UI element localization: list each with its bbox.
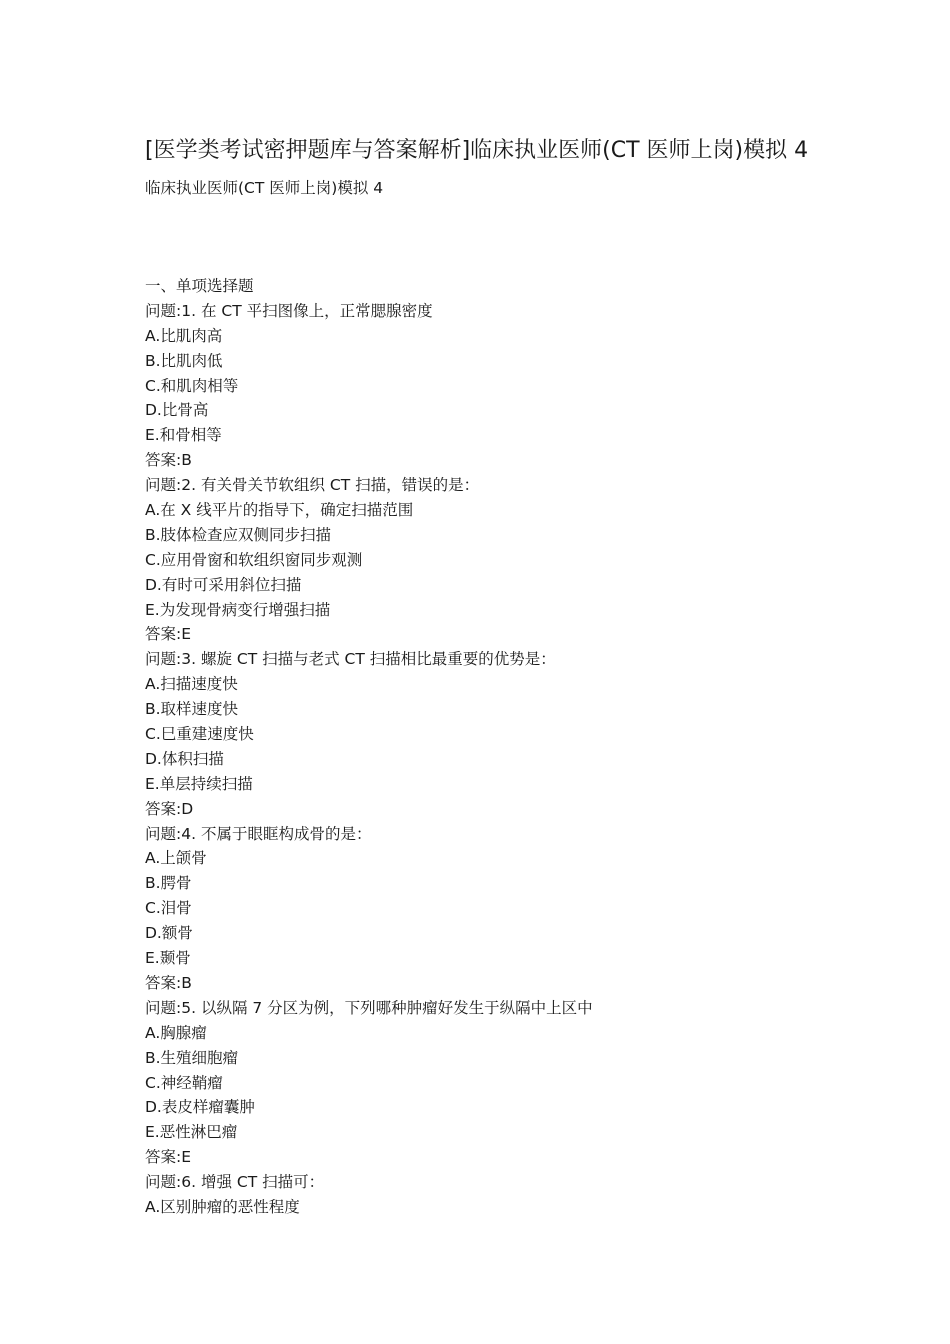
question-stem: 问题:5. 以纵隔 7 分区为例，下列哪种肿瘤好发生于纵隔中上区中: [145, 998, 593, 1017]
question-option: A.胸腺瘤: [145, 1023, 207, 1042]
question-option: D.表皮样瘤囊肿: [145, 1098, 255, 1117]
question-option: C.神经鞘瘤: [145, 1073, 223, 1092]
question-answer: 答案:E: [145, 625, 192, 644]
question-answer: 答案:E: [145, 1148, 192, 1167]
question-option: D.比骨高: [145, 401, 209, 420]
question-option: D.额骨: [145, 924, 193, 943]
question-option: E.和骨相等: [145, 426, 222, 445]
question-option: A.扫描速度快: [145, 675, 238, 694]
question-option: C.泪骨: [145, 899, 192, 918]
question-answer: 答案:B: [145, 973, 192, 992]
question-option: B.取样速度快: [145, 700, 239, 719]
document-title: [医学类考试密押题库与答案解析]临床执业医师(CT 医师上岗)模拟 4: [145, 138, 809, 163]
question-option: C.巳重建速度快: [145, 725, 254, 744]
question-option: A.上颌骨: [145, 849, 207, 868]
question-option: B.腭骨: [145, 874, 192, 893]
question-stem: 问题:2. 有关骨关节软组织 CT 扫描，错误的是：: [145, 476, 480, 495]
section-heading: 一、单项选择题: [145, 277, 254, 295]
question-stem: 问题:1. 在 CT 平扫图像上，正常腮腺密度: [145, 301, 433, 320]
question-answer: 答案:D: [145, 799, 194, 818]
question-option: E.单层持续扫描: [145, 774, 253, 793]
question-option: B.肢体检查应双侧同步扫描: [145, 525, 332, 544]
question-stem: 问题:3. 螺旋 CT 扫描与老式 CT 扫描相比最重要的优势是：: [145, 650, 556, 669]
question-option: E.为发现骨病变行增强扫描: [145, 600, 331, 619]
question-option: E.恶性淋巴瘤: [145, 1123, 238, 1142]
question-list: [145, 274, 845, 1220]
question-option: A.区别肿瘤的恶性程度: [145, 1197, 300, 1216]
question-answer: 答案:B: [145, 451, 192, 470]
question-stem: 问题:4. 不属于眼眶构成骨的是：: [145, 824, 372, 843]
question-option: D.有时可采用斜位扫描: [145, 575, 302, 594]
document-subtitle: 临床执业医师(CT 医师上岗)模拟 4: [145, 179, 384, 197]
question-option: A.在 X 线平片的指导下，确定扫描范围: [145, 501, 414, 520]
question-option: C.和肌肉相等: [145, 376, 239, 395]
question-option: B.比肌肉低: [145, 351, 223, 370]
question-stem: 问题:6. 增强 CT 扫描可：: [145, 1173, 325, 1192]
question-option: C.应用骨窗和软组织窗同步观测: [145, 550, 363, 569]
question-option: D.体积扫描: [145, 749, 224, 768]
question-option: E.颞骨: [145, 949, 191, 968]
question-option: B.生殖细胞瘤: [145, 1048, 239, 1067]
question-option: A.比肌肉高: [145, 326, 223, 345]
